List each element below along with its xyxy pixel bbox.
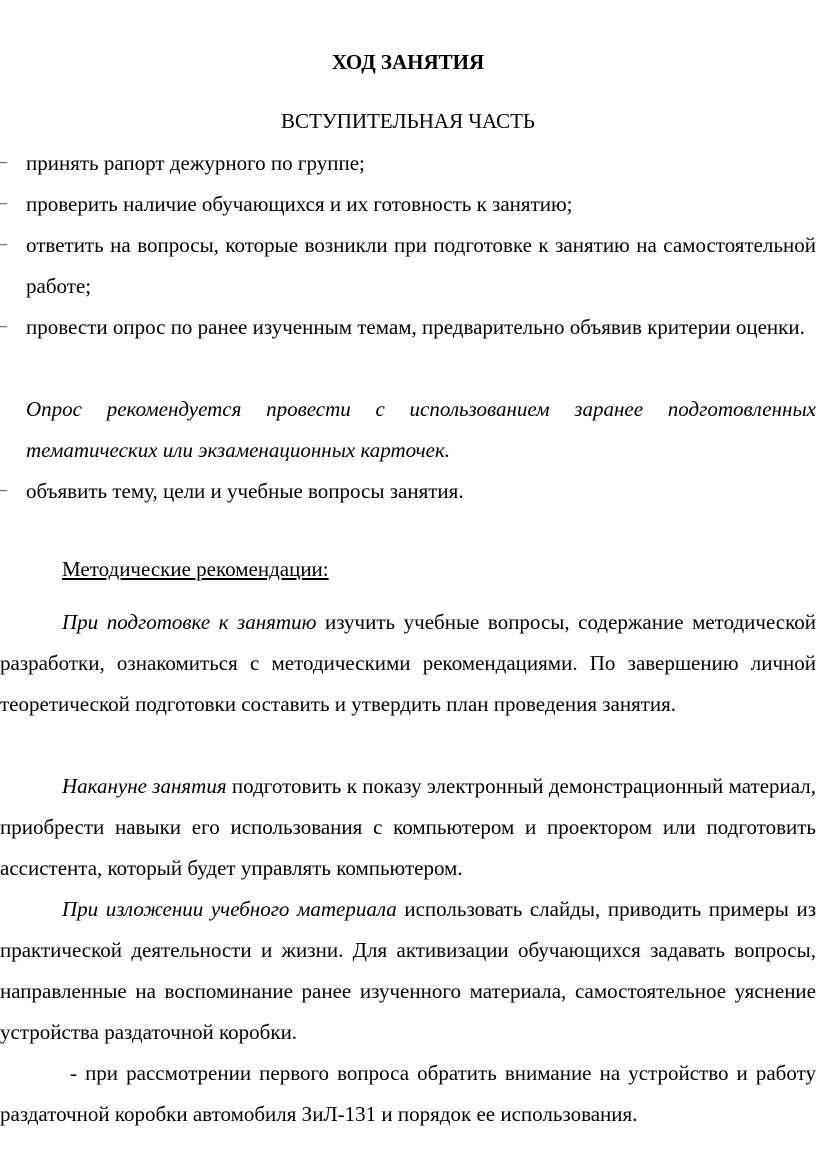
dash-icon: – — [0, 319, 7, 334]
list-item-text: объявить тему, цели и учебные вопросы занятия. — [26, 479, 464, 503]
list-item-text: принять рапорт дежурного по группе; — [26, 151, 365, 175]
paragraph-lead: При изложении учебного материала — [62, 897, 397, 921]
method-note: Опрос рекомендуется провести с использованием заранее подготовленных тематических или экзаменационных карточек. — [26, 397, 816, 462]
list-item-text: проверить наличие обучающихся и их готовность к занятию; — [26, 192, 573, 216]
dash-icon: – — [0, 196, 7, 211]
paragraph-text: изучить учебные вопросы, содержание методической разработки, ознакомиться с методическими рекомендациями. По завершению личной теоретической подготовки составить и утвердить план проведения занятия. — [0, 610, 816, 716]
section-title: ВСТУПИТЕЛЬНАЯ ЧАСТЬ — [281, 109, 535, 133]
dash-icon: – — [0, 237, 7, 252]
dash-icon: – — [0, 483, 7, 498]
paragraph-text: использовать слайды, приводить примеры из практической деятельности и жизни. Для активизации обучающихся задавать вопросы, направленные на воспоминание ранее изученного материала, самостоятельное уяснение устройства раздаточной коробки. — [0, 897, 816, 1044]
paragraph-lead: При подготовке к занятию — [62, 610, 317, 634]
paragraph — [0, 602, 816, 725]
section-heading: Методические рекомендации: — [62, 557, 329, 581]
paragraph-text: - при рассмотрении первого вопроса обратить внимание на устройство и работу раздаточной коробки автомобиля ЗиЛ-131 и порядок ее использования. — [0, 1061, 816, 1126]
paragraph — [0, 1053, 816, 1135]
document-title: ХОД ЗАНЯТИЯ — [331, 50, 485, 74]
paragraph-lead: Накануне занятия — [62, 774, 227, 798]
paragraph — [0, 766, 816, 889]
paragraph — [0, 889, 816, 1053]
dash-icon: – — [0, 155, 7, 170]
list-item-text: провести опрос по ранее изученным темам, предварительно объявив критерии оценки. — [26, 315, 805, 339]
paragraph-text: подготовить к показу электронный демонстрационный материал, приобрести навыки его использования с компьютером и проектором или подготовить ассистента, который будет управлять компьютером. — [0, 774, 816, 880]
list-item-text: ответить на вопросы, которые возникли при подготовке к занятию на самостоятельной работе; — [26, 233, 816, 298]
